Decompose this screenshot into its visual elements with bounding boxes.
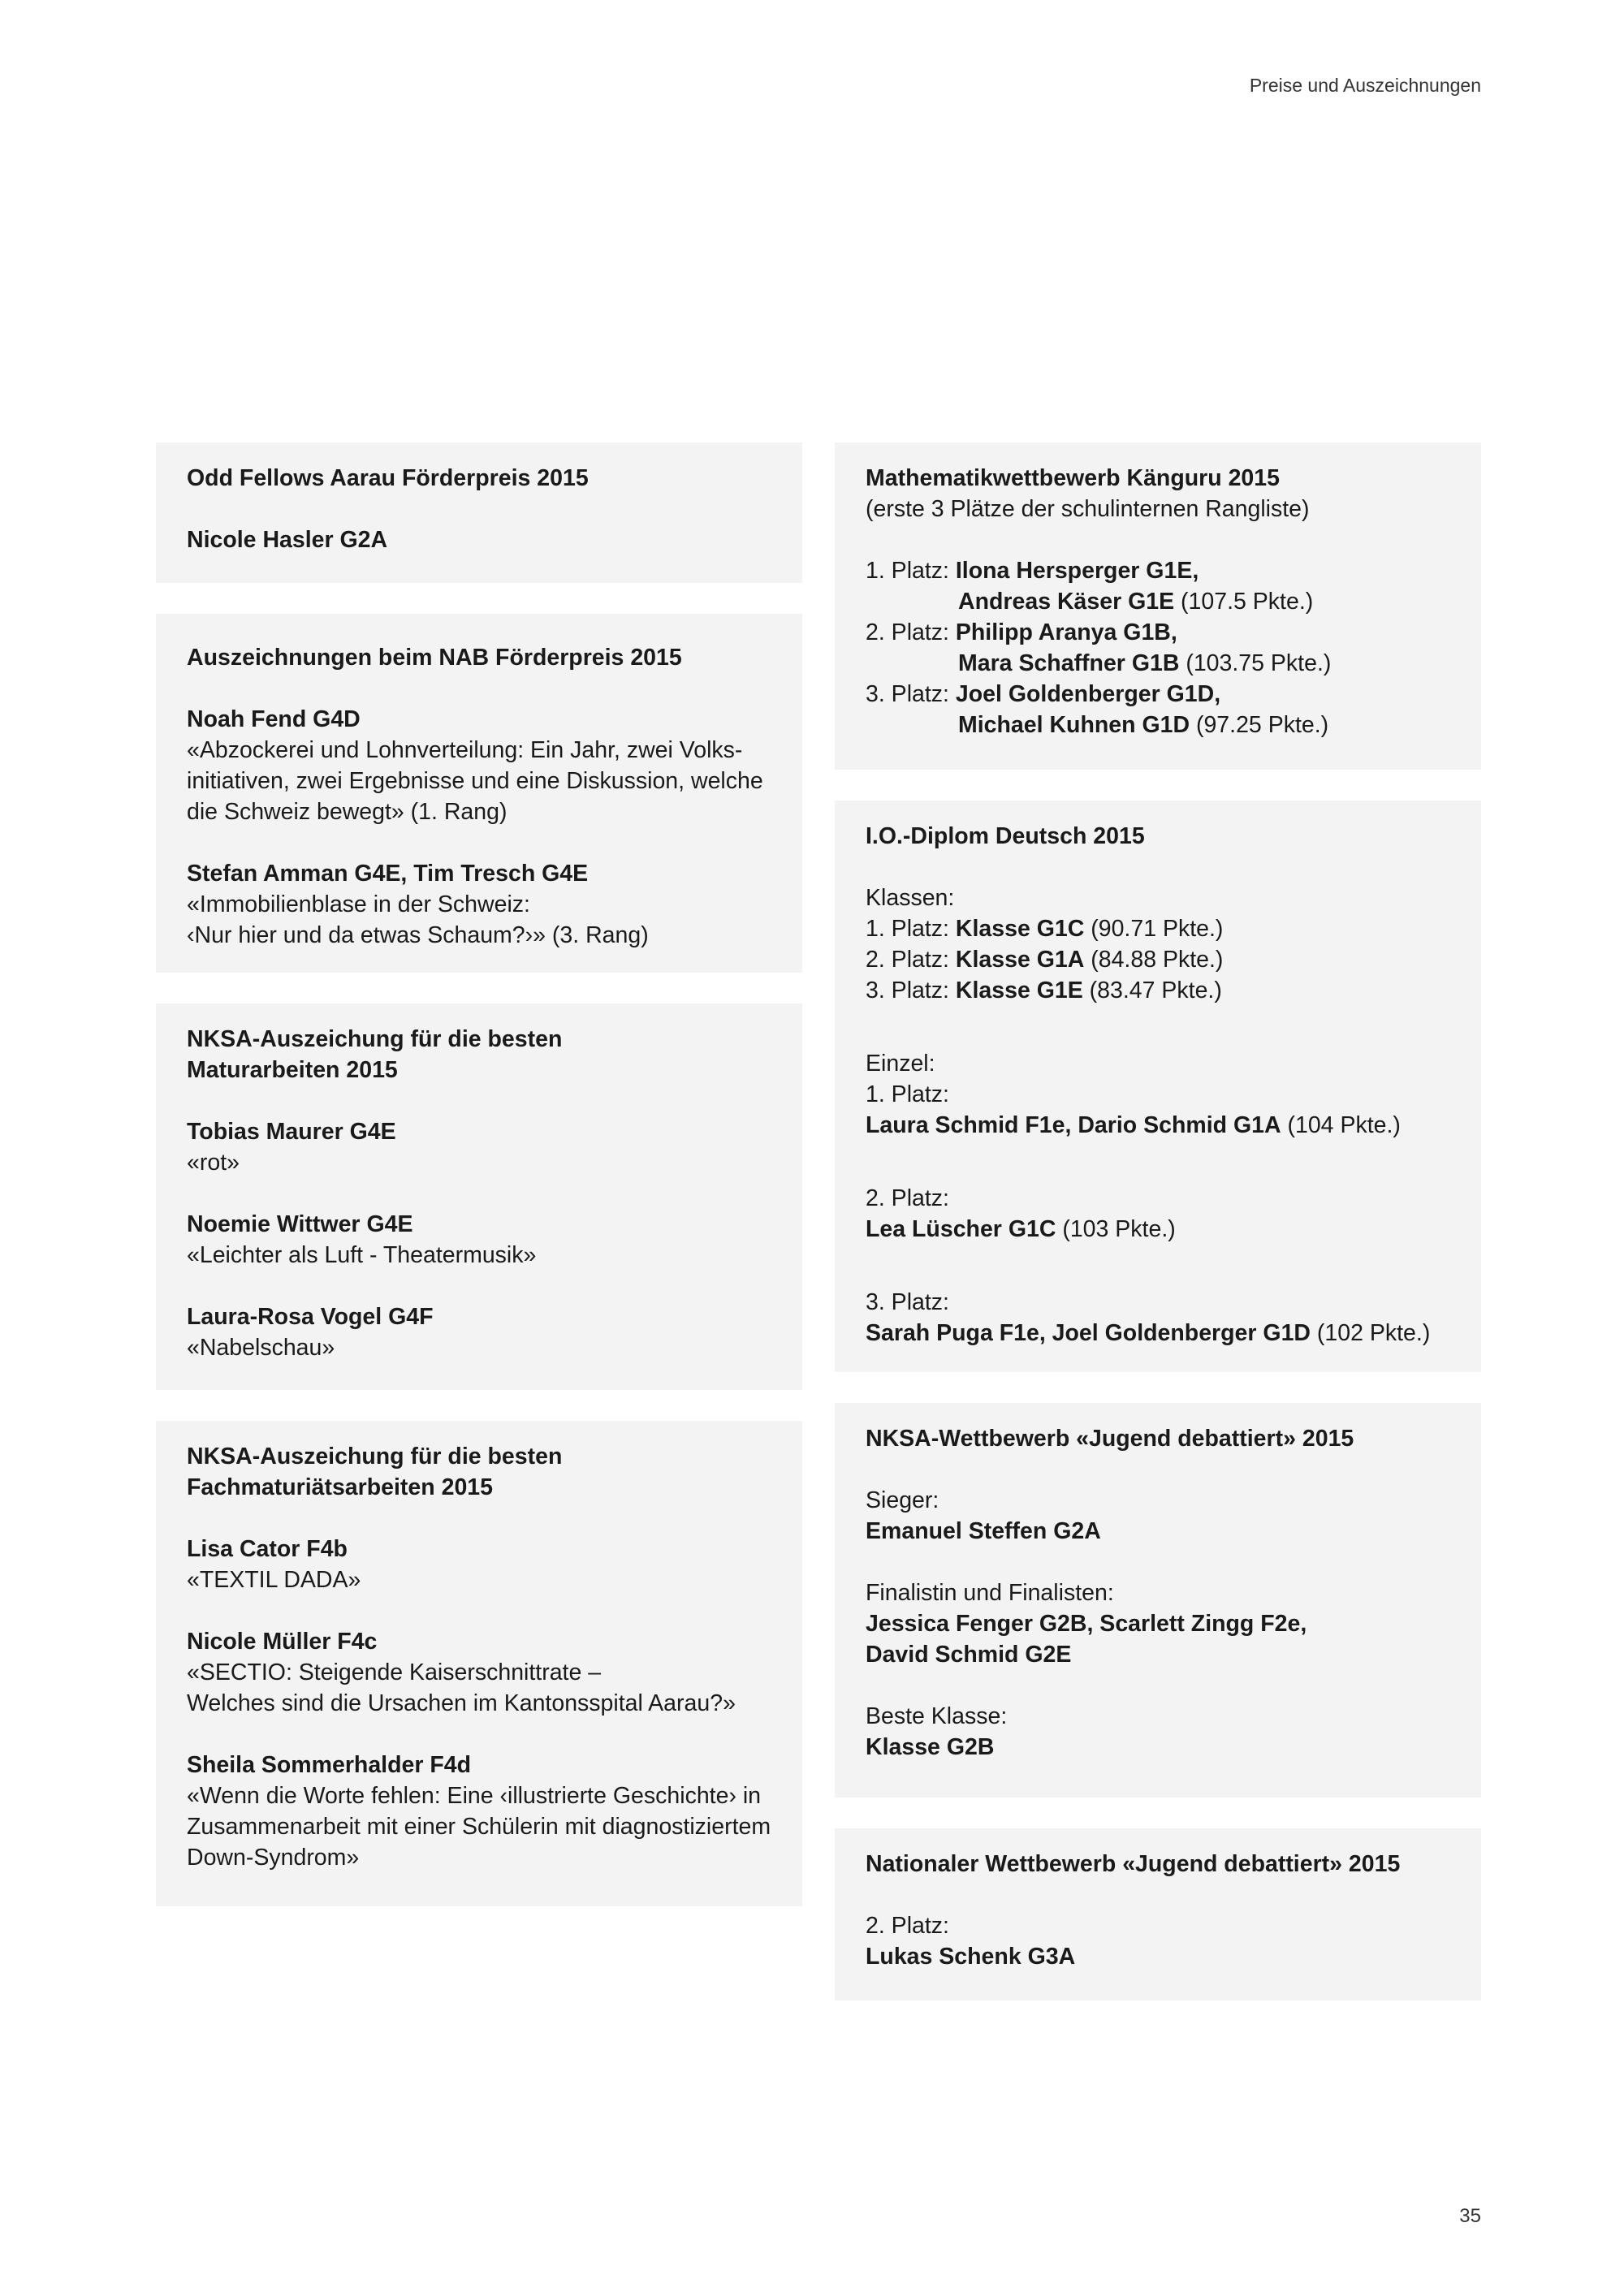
award-name: Tobias Maurer G4E [187, 1119, 396, 1145]
winner-name: Mara Schaffner G1B [958, 650, 1180, 676]
left-column [156, 442, 802, 1937]
award-work: «Abzockerei und Lohnverteilung: Ein Jahr, zwei Volks-initiativen, zwei Ergebnisse und eine Diskussion, welche die Schweiz bewegt» (1. Rang) [187, 737, 763, 825]
ranking-line [866, 1214, 1450, 1245]
section-label: Beste Klasse: [866, 1703, 1008, 1729]
award-work: «TEXTIL DADA» [187, 1567, 361, 1593]
class-name: Klasse G1C [955, 916, 1085, 942]
place-label: 3. Platz: [866, 1289, 949, 1315]
winner-name: Philipp Aranya G1B, [955, 619, 1177, 645]
points: (90.71 Pkte.) [1084, 916, 1224, 942]
place-label: 2. Platz: [866, 947, 956, 973]
nab-box [156, 614, 802, 973]
points: (97.25 Pkte.) [1190, 712, 1329, 738]
section-label: Finalistin und Finalisten: [866, 1580, 1114, 1606]
ranking-line [866, 1110, 1450, 1141]
winner-name: Lukas Schenk G3A [866, 1944, 1076, 1970]
kanguru-box [835, 442, 1481, 770]
box-title: Auszeichnungen beim NAB Förderpreis 2015 [187, 645, 682, 671]
ranking-line [866, 944, 1450, 975]
award-work: «rot» [187, 1150, 240, 1176]
box-title: Odd Fellows Aarau Förderpreis 2015 [187, 465, 589, 491]
points: (102 Pkte.) [1311, 1320, 1431, 1346]
box-title: Mathematikwettbewerb Känguru 2015 [866, 465, 1280, 491]
points: (83.47 Pkte.) [1082, 978, 1222, 1003]
finalist-names: David Schmid G2E [866, 1642, 1072, 1668]
points: (103 Pkte.) [1056, 1216, 1176, 1242]
award-work: «SECTIO: Steigende Kaiserschnittrate – [187, 1659, 602, 1685]
ranking-line [866, 1318, 1450, 1349]
box-title: Maturarbeiten 2015 [187, 1057, 398, 1083]
award-work: Welches sind die Ursachen im Kantonsspital Aarau?» [187, 1690, 736, 1716]
winner-name: Andreas Käser G1E [958, 589, 1175, 615]
class-name: Klasse G1E [955, 978, 1083, 1003]
place-label: 3. Platz: [866, 681, 956, 707]
section-label: Sieger: [866, 1487, 939, 1513]
award-name: Noah Fend G4D [187, 706, 361, 732]
box-title: I.O.-Diplom Deutsch 2015 [866, 823, 1145, 849]
ranking-line [866, 975, 1450, 1006]
jugend-debattiert-nksa-box [835, 1403, 1481, 1798]
award-name: Stefan Amman G4E, Tim Tresch G4E [187, 861, 589, 887]
award-work: «Leichter als Luft - Theatermusik» [187, 1242, 537, 1268]
ranking-line [866, 913, 1450, 944]
best-class-name: Klasse G2B [866, 1734, 995, 1760]
running-header: Preise und Auszeichnungen [1249, 75, 1481, 96]
award-name: Laura-Rosa Vogel G4F [187, 1304, 434, 1330]
winner-name: Nicole Hasler G2A [187, 527, 388, 553]
points: (104 Pkte.) [1281, 1112, 1401, 1138]
award-name: Sheila Sommerhalder F4d [187, 1752, 472, 1778]
place-label: 2. Platz: [866, 1913, 949, 1939]
box-subtitle: (erste 3 Plätze der schulinternen Rangliste) [866, 496, 1310, 522]
ranking-line [866, 648, 1450, 679]
award-name: Lisa Cator F4b [187, 1536, 348, 1562]
winner-name: Michael Kuhnen G1D [958, 712, 1190, 738]
points: (107.5 Pkte.) [1174, 589, 1314, 615]
points: (103.75 Pkte.) [1179, 650, 1332, 676]
award-name: Nicole Müller F4c [187, 1629, 378, 1655]
jugend-debattiert-national-box [835, 1828, 1481, 2000]
winner-name: Emanuel Steffen G2A [866, 1518, 1101, 1544]
right-column [835, 442, 1481, 2031]
winner-names: Lea Lüscher G1C [866, 1216, 1056, 1242]
award-work: «Immobilienblase in der Schweiz: [187, 891, 530, 917]
section-label: Klassen: [866, 885, 955, 911]
place-label: 1. Platz: [866, 916, 956, 942]
place-label: 2. Platz: [866, 619, 956, 645]
box-title: NKSA-Auszeichung für die besten [187, 1026, 563, 1052]
io-diplom-box [835, 801, 1481, 1372]
award-work: «Wenn die Worte fehlen: Eine ‹illustrierte Geschichte› in Zusammenarbeit mit einer Schülerin mit diagnostiziertem Down-Syndrom» [187, 1783, 771, 1871]
winner-names: Laura Schmid F1e, Dario Schmid G1A [866, 1112, 1281, 1138]
place-label: 1. Platz: [866, 1081, 949, 1107]
winner-names: Sarah Puga F1e, Joel Goldenberger G1D [866, 1320, 1311, 1346]
ranking-line [866, 679, 1450, 710]
winner-name: Joel Goldenberger G1D, [955, 681, 1221, 707]
ranking-line [866, 555, 1450, 586]
box-title: Nationaler Wettbewerb «Jugend debattiert» 2015 [866, 1851, 1401, 1877]
place-label: 3. Platz: [866, 978, 956, 1003]
winner-name: Ilona Hersperger G1E, [955, 558, 1199, 584]
place-label: 2. Platz: [866, 1185, 949, 1211]
ranking-line [866, 586, 1450, 617]
box-title: NKSA-Auszeichung für die besten [187, 1444, 563, 1470]
matur-box [156, 1003, 802, 1390]
award-name: Noemie Wittwer G4E [187, 1211, 413, 1237]
award-work: ‹Nur hier und da etwas Schaum?›» (3. Rang) [187, 922, 649, 948]
section-label: Einzel: [866, 1051, 935, 1077]
ranking-line [866, 617, 1450, 648]
box-title: NKSA-Wettbewerb «Jugend debattiert» 2015 [866, 1426, 1354, 1452]
fachmatur-box [156, 1421, 802, 1906]
finalist-names: Jessica Fenger G2B, Scarlett Zingg F2e, [866, 1611, 1307, 1637]
points: (84.88 Pkte.) [1084, 947, 1224, 973]
page-number: 35 [1459, 2205, 1481, 2227]
box-title: Fachmaturiätsarbeiten 2015 [187, 1474, 493, 1500]
ranking-line [866, 710, 1450, 740]
place-label: 1. Platz: [866, 558, 956, 584]
class-name: Klasse G1A [955, 947, 1085, 973]
award-work: «Nabelschau» [187, 1335, 335, 1361]
odd-fellows-box [156, 442, 802, 583]
